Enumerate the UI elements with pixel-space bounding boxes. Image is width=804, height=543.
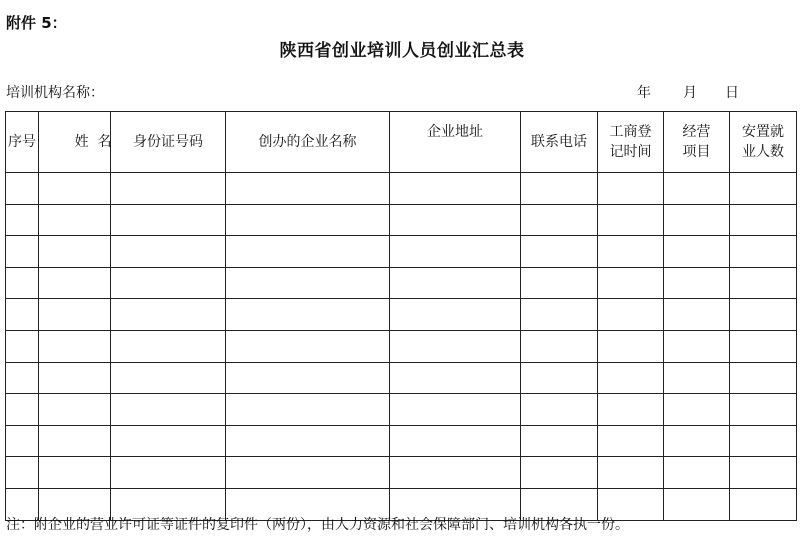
table-row xyxy=(6,204,797,236)
table-cell[interactable] xyxy=(226,362,390,394)
table-cell[interactable] xyxy=(730,394,797,426)
table-cell[interactable] xyxy=(390,299,521,331)
column-header-line: 联系电话 xyxy=(531,134,587,150)
table-cell[interactable] xyxy=(521,299,598,331)
table-cell[interactable] xyxy=(730,267,797,299)
table-cell[interactable] xyxy=(39,330,111,362)
table-cell[interactable] xyxy=(390,330,521,362)
table-cell[interactable] xyxy=(521,394,598,426)
column-header-phone xyxy=(521,112,598,173)
table-cell[interactable] xyxy=(6,204,39,236)
table-cell[interactable] xyxy=(6,362,39,394)
table-cell[interactable] xyxy=(390,267,521,299)
table-cell[interactable] xyxy=(730,425,797,457)
column-header-enterprise-address xyxy=(390,112,521,173)
table-cell[interactable] xyxy=(730,299,797,331)
table-cell[interactable] xyxy=(664,425,730,457)
table-cell[interactable] xyxy=(6,425,39,457)
table-cell[interactable] xyxy=(111,457,226,489)
table-cell[interactable] xyxy=(730,362,797,394)
table-row xyxy=(6,236,797,268)
column-header-business-scope xyxy=(664,112,730,173)
table-row xyxy=(6,299,797,331)
column-header-line: 企业地址 xyxy=(427,124,483,140)
table-cell[interactable] xyxy=(730,488,797,520)
table-row xyxy=(6,267,797,299)
table-cell[interactable] xyxy=(6,173,39,205)
table-body xyxy=(6,173,797,521)
table-cell[interactable] xyxy=(730,457,797,489)
table-cell[interactable] xyxy=(598,394,664,426)
table-cell[interactable] xyxy=(521,173,598,205)
table-cell[interactable] xyxy=(6,299,39,331)
table-cell[interactable] xyxy=(521,236,598,268)
table-cell[interactable] xyxy=(664,330,730,362)
table-cell[interactable] xyxy=(226,236,390,268)
table-cell[interactable] xyxy=(226,173,390,205)
column-header-line: 记时间 xyxy=(609,144,652,160)
table-cell[interactable] xyxy=(111,425,226,457)
table-cell[interactable] xyxy=(226,425,390,457)
table-cell[interactable] xyxy=(664,236,730,268)
table-cell[interactable] xyxy=(226,457,390,489)
table-cell[interactable] xyxy=(390,425,521,457)
table-cell[interactable] xyxy=(664,362,730,394)
page-title: 陕西省创业培训人员创业汇总表 xyxy=(279,41,525,61)
table-cell[interactable] xyxy=(521,457,598,489)
summary-table xyxy=(5,111,797,521)
table-cell[interactable] xyxy=(664,299,730,331)
table-cell[interactable] xyxy=(39,299,111,331)
table-cell[interactable] xyxy=(730,236,797,268)
table-cell[interactable] xyxy=(664,394,730,426)
column-header-serial xyxy=(6,112,39,173)
table-cell[interactable] xyxy=(226,330,390,362)
table-cell[interactable] xyxy=(730,330,797,362)
table-row xyxy=(6,330,797,362)
column-header-line: 创办的企业名称 xyxy=(258,134,357,150)
column-header-enterprise-name xyxy=(226,112,390,173)
table-cell[interactable] xyxy=(226,394,390,426)
table-cell[interactable] xyxy=(6,236,39,268)
table-cell[interactable] xyxy=(111,267,226,299)
table-cell[interactable] xyxy=(226,204,390,236)
table-cell[interactable] xyxy=(111,299,226,331)
column-header-line: 经营 xyxy=(682,124,711,140)
table-cell[interactable] xyxy=(111,394,226,426)
table-cell[interactable] xyxy=(390,173,521,205)
column-header-line: 工商登 xyxy=(609,124,652,140)
column-header-line: 安置就 xyxy=(742,124,784,140)
column-header-registration-time xyxy=(598,112,664,173)
table-cell[interactable] xyxy=(111,204,226,236)
table-cell[interactable] xyxy=(39,267,111,299)
table-cell[interactable] xyxy=(598,362,664,394)
table-cell[interactable] xyxy=(111,173,226,205)
column-header-id-number xyxy=(111,112,226,173)
column-header-name xyxy=(39,112,111,173)
table-cell[interactable] xyxy=(598,330,664,362)
table-cell[interactable] xyxy=(598,425,664,457)
table-cell[interactable] xyxy=(39,362,111,394)
table-row xyxy=(6,173,797,205)
table-row xyxy=(6,425,797,457)
table-header-row xyxy=(6,112,797,173)
column-header-line: 序号 xyxy=(8,134,36,150)
table-cell[interactable] xyxy=(664,204,730,236)
column-header-line: 业人数 xyxy=(742,144,784,160)
table-cell[interactable] xyxy=(730,204,797,236)
table-cell[interactable] xyxy=(664,267,730,299)
column-header-employees-placed xyxy=(730,112,797,173)
table-cell[interactable] xyxy=(390,394,521,426)
table-cell[interactable] xyxy=(39,204,111,236)
table-cell[interactable] xyxy=(6,394,39,426)
table-cell[interactable] xyxy=(226,267,390,299)
table-cell[interactable] xyxy=(39,457,111,489)
table-cell[interactable] xyxy=(664,488,730,520)
table-cell[interactable] xyxy=(390,204,521,236)
table-cell[interactable] xyxy=(390,457,521,489)
column-header-line: 姓 名 xyxy=(74,134,112,150)
attachment-label: 附件 5： xyxy=(6,14,67,32)
table-cell[interactable] xyxy=(598,173,664,205)
table-cell[interactable] xyxy=(521,267,598,299)
table-cell[interactable] xyxy=(6,330,39,362)
date-day-label: 日 xyxy=(725,85,739,101)
table-cell[interactable] xyxy=(39,425,111,457)
table-cell[interactable] xyxy=(6,457,39,489)
table-cell[interactable] xyxy=(226,299,390,331)
table-cell[interactable] xyxy=(664,457,730,489)
table-cell[interactable] xyxy=(390,236,521,268)
column-header-line: 身份证号码 xyxy=(133,134,203,150)
table-cell[interactable] xyxy=(39,173,111,205)
footer-note: 注：附企业的营业许可证等证件的复印件（两份），由人力资源和社会保障部门、培训机构各执一份。 xyxy=(6,517,629,533)
table-cell[interactable] xyxy=(39,236,111,268)
table-cell[interactable] xyxy=(6,267,39,299)
date-year-label: 年 xyxy=(637,85,651,101)
table-row xyxy=(6,394,797,426)
table-cell[interactable] xyxy=(521,425,598,457)
column-header-line: 项目 xyxy=(682,144,711,160)
table-cell[interactable] xyxy=(521,204,598,236)
table-cell[interactable] xyxy=(521,362,598,394)
table-cell[interactable] xyxy=(598,299,664,331)
table-cell[interactable] xyxy=(598,204,664,236)
institution-name-label: 培训机构名称： xyxy=(6,85,104,101)
table-cell[interactable] xyxy=(39,394,111,426)
table-cell[interactable] xyxy=(111,362,226,394)
table-cell[interactable] xyxy=(598,236,664,268)
date-month-label: 月 xyxy=(683,85,697,101)
table-cell[interactable] xyxy=(598,457,664,489)
table-row xyxy=(6,362,797,394)
table-row xyxy=(6,457,797,489)
table-cell[interactable] xyxy=(730,173,797,205)
table-cell[interactable] xyxy=(390,362,521,394)
table-cell[interactable] xyxy=(521,330,598,362)
table-cell[interactable] xyxy=(664,173,730,205)
table-cell[interactable] xyxy=(111,236,226,268)
table-cell[interactable] xyxy=(598,267,664,299)
table-cell[interactable] xyxy=(111,330,226,362)
